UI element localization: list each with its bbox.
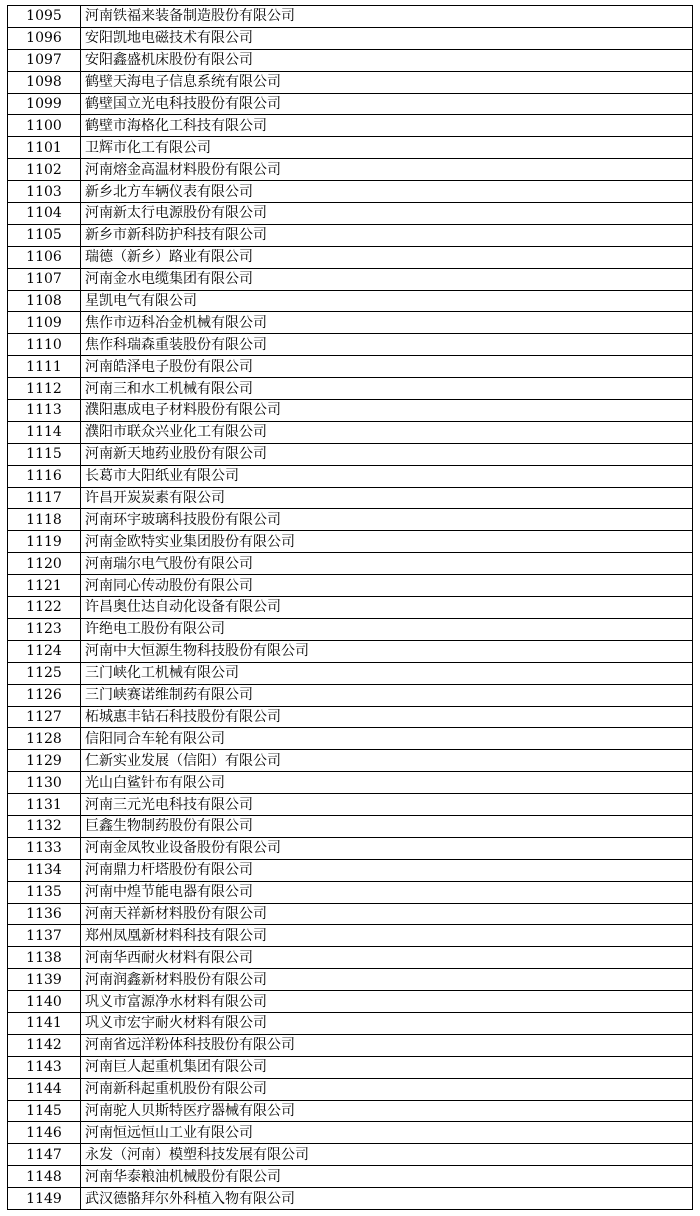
- row-number: 1097: [8, 49, 81, 71]
- company-name: 河南金凤牧业设备股份有限公司: [81, 837, 693, 859]
- row-number: 1137: [8, 925, 81, 947]
- table-row: [8, 706, 693, 728]
- table-row: [8, 859, 693, 881]
- row-number: 1131: [8, 794, 81, 816]
- row-number: 1136: [8, 903, 81, 925]
- company-name: 河南鼎力杆塔股份有限公司: [81, 859, 693, 881]
- row-number: 1111: [8, 356, 81, 378]
- row-number: 1110: [8, 334, 81, 356]
- table-row: [8, 1078, 693, 1100]
- table-row: [8, 159, 693, 181]
- row-number: 1120: [8, 553, 81, 575]
- company-name: 巩义市富源净水材料有限公司: [81, 991, 693, 1013]
- table-row: [8, 553, 693, 575]
- row-number: 1109: [8, 312, 81, 334]
- company-name: 焦作市迈科冶金机械有限公司: [81, 312, 693, 334]
- table-row: [8, 290, 693, 312]
- table-row: [8, 1012, 693, 1034]
- table-row: [8, 815, 693, 837]
- company-name: 鹤壁天海电子信息系统有限公司: [81, 71, 693, 93]
- table-row: [8, 969, 693, 991]
- table-row: [8, 1034, 693, 1056]
- company-name: 河南中大恒源生物科技股份有限公司: [81, 640, 693, 662]
- table-row: [8, 597, 693, 619]
- row-number: 1099: [8, 93, 81, 115]
- company-list-table: [7, 5, 693, 1210]
- row-number: 1118: [8, 509, 81, 531]
- row-number: 1127: [8, 706, 81, 728]
- company-name: 河南润鑫新材料股份有限公司: [81, 969, 693, 991]
- company-name: 卫辉市化工有限公司: [81, 137, 693, 159]
- company-name: 许昌奥仕达自动化设备有限公司: [81, 597, 693, 619]
- company-name: 河南中煌节能电器有限公司: [81, 881, 693, 903]
- company-name: 河南驼人贝斯特医疗器械有限公司: [81, 1100, 693, 1122]
- row-number: 1121: [8, 575, 81, 597]
- row-number: 1134: [8, 859, 81, 881]
- company-name: 长葛市大阳纸业有限公司: [81, 465, 693, 487]
- row-number: 1124: [8, 640, 81, 662]
- company-name: 三门峡化工机械有限公司: [81, 662, 693, 684]
- table-row: [8, 881, 693, 903]
- table-row: [8, 531, 693, 553]
- company-name: 郑州凤凰新材料科技有限公司: [81, 925, 693, 947]
- company-name: 濮阳惠成电子材料股份有限公司: [81, 400, 693, 422]
- company-name: 新乡市新科防护科技有限公司: [81, 224, 693, 246]
- row-number: 1123: [8, 618, 81, 640]
- table-row: [8, 115, 693, 137]
- row-number: 1139: [8, 969, 81, 991]
- company-name: 信阳同合车轮有限公司: [81, 728, 693, 750]
- row-number: 1105: [8, 224, 81, 246]
- row-number: 1135: [8, 881, 81, 903]
- table-row: [8, 640, 693, 662]
- company-name: 河南新科起重机股份有限公司: [81, 1078, 693, 1100]
- table-row: [8, 991, 693, 1013]
- table-row: [8, 27, 693, 49]
- company-name: 柘城惠丰钻石科技股份有限公司: [81, 706, 693, 728]
- company-name: 星凯电气有限公司: [81, 290, 693, 312]
- company-name: 河南三和水工机械有限公司: [81, 378, 693, 400]
- table-row: [8, 750, 693, 772]
- company-name: 河南瑞尔电气股份有限公司: [81, 553, 693, 575]
- row-number: 1138: [8, 947, 81, 969]
- company-name: 河南环宇玻璃科技股份有限公司: [81, 509, 693, 531]
- row-number: 1149: [8, 1188, 81, 1210]
- row-number: 1142: [8, 1034, 81, 1056]
- table-row: [8, 400, 693, 422]
- company-name: 焦作科瑞森重装股份有限公司: [81, 334, 693, 356]
- row-number: 1112: [8, 378, 81, 400]
- row-number: 1095: [8, 6, 81, 28]
- company-name: 河南金水电缆集团有限公司: [81, 268, 693, 290]
- row-number: 1117: [8, 487, 81, 509]
- table-row: [8, 137, 693, 159]
- row-number: 1129: [8, 750, 81, 772]
- row-number: 1103: [8, 181, 81, 203]
- table-row: [8, 356, 693, 378]
- company-name: 安阳鑫盛机床股份有限公司: [81, 49, 693, 71]
- row-number: 1125: [8, 662, 81, 684]
- table-row: [8, 246, 693, 268]
- company-name: 河南华西耐火材料有限公司: [81, 947, 693, 969]
- table-row: [8, 618, 693, 640]
- row-number: 1096: [8, 27, 81, 49]
- table-row: [8, 794, 693, 816]
- row-number: 1132: [8, 815, 81, 837]
- table-row: [8, 925, 693, 947]
- company-name: 河南皓泽电子股份有限公司: [81, 356, 693, 378]
- row-number: 1101: [8, 137, 81, 159]
- company-name: 鹤壁市海格化工科技有限公司: [81, 115, 693, 137]
- table-row: [8, 421, 693, 443]
- table-row: [8, 378, 693, 400]
- company-name: 河南新太行电源股份有限公司: [81, 203, 693, 225]
- table-row: [8, 903, 693, 925]
- table-row: [8, 1188, 693, 1210]
- company-name: 河南同心传动股份有限公司: [81, 575, 693, 597]
- company-name: 巨鑫生物制药股份有限公司: [81, 815, 693, 837]
- row-number: 1122: [8, 597, 81, 619]
- table-row: [8, 6, 693, 28]
- company-name: 河南巨人起重机集团有限公司: [81, 1056, 693, 1078]
- company-name: 武汉德骼拜尔外科植入物有限公司: [81, 1188, 693, 1210]
- company-name: 河南天祥新材料股份有限公司: [81, 903, 693, 925]
- table-row: [8, 1122, 693, 1144]
- company-name: 河南省远洋粉体科技股份有限公司: [81, 1034, 693, 1056]
- company-name: 河南三元光电科技有限公司: [81, 794, 693, 816]
- table-row: [8, 224, 693, 246]
- table-row: [8, 203, 693, 225]
- row-number: 1133: [8, 837, 81, 859]
- company-name: 许绝电工股份有限公司: [81, 618, 693, 640]
- company-name: 河南熔金高温材料股份有限公司: [81, 159, 693, 181]
- row-number: 1144: [8, 1078, 81, 1100]
- table-row: [8, 728, 693, 750]
- table-row: [8, 684, 693, 706]
- table-row: [8, 71, 693, 93]
- table-row: [8, 465, 693, 487]
- table-row: [8, 772, 693, 794]
- table-row: [8, 268, 693, 290]
- company-name: 河南铁福来装备制造股份有限公司: [81, 6, 693, 28]
- table-row: [8, 49, 693, 71]
- table-row: [8, 312, 693, 334]
- table-row: [8, 837, 693, 859]
- company-name: 永发（河南）模塑科技发展有限公司: [81, 1144, 693, 1166]
- table-row: [8, 181, 693, 203]
- row-number: 1113: [8, 400, 81, 422]
- row-number: 1102: [8, 159, 81, 181]
- table-row: [8, 1144, 693, 1166]
- company-name: 三门峡赛诺维制药有限公司: [81, 684, 693, 706]
- row-number: 1145: [8, 1100, 81, 1122]
- row-number: 1140: [8, 991, 81, 1013]
- row-number: 1126: [8, 684, 81, 706]
- company-name: 巩义市宏宇耐火材料有限公司: [81, 1012, 693, 1034]
- row-number: 1128: [8, 728, 81, 750]
- table-row: [8, 334, 693, 356]
- company-name: 许昌开炭炭素有限公司: [81, 487, 693, 509]
- table-row: [8, 662, 693, 684]
- company-name: 安阳凯地电磁技术有限公司: [81, 27, 693, 49]
- table-row: [8, 1166, 693, 1188]
- row-number: 1098: [8, 71, 81, 93]
- row-number: 1108: [8, 290, 81, 312]
- company-name: 河南新天地药业股份有限公司: [81, 443, 693, 465]
- row-number: 1141: [8, 1012, 81, 1034]
- row-number: 1146: [8, 1122, 81, 1144]
- row-number: 1147: [8, 1144, 81, 1166]
- table-row: [8, 93, 693, 115]
- row-number: 1104: [8, 203, 81, 225]
- row-number: 1115: [8, 443, 81, 465]
- table-row: [8, 1100, 693, 1122]
- company-name: 新乡北方车辆仪表有限公司: [81, 181, 693, 203]
- table-row: [8, 947, 693, 969]
- company-list-body: [8, 6, 693, 1210]
- company-name: 光山白鲨针布有限公司: [81, 772, 693, 794]
- company-name: 河南恒远恒山工业有限公司: [81, 1122, 693, 1144]
- row-number: 1114: [8, 421, 81, 443]
- company-name: 河南华泰粮油机械股份有限公司: [81, 1166, 693, 1188]
- table-row: [8, 575, 693, 597]
- table-row: [8, 509, 693, 531]
- row-number: 1107: [8, 268, 81, 290]
- company-name: 仁新实业发展（信阳）有限公司: [81, 750, 693, 772]
- company-name: 河南金欧特实业集团股份有限公司: [81, 531, 693, 553]
- company-name: 濮阳市联众兴业化工有限公司: [81, 421, 693, 443]
- company-name: 瑞德（新乡）路业有限公司: [81, 246, 693, 268]
- row-number: 1130: [8, 772, 81, 794]
- table-row: [8, 443, 693, 465]
- row-number: 1106: [8, 246, 81, 268]
- row-number: 1100: [8, 115, 81, 137]
- row-number: 1116: [8, 465, 81, 487]
- row-number: 1143: [8, 1056, 81, 1078]
- table-row: [8, 487, 693, 509]
- company-name: 鹤壁国立光电科技股份有限公司: [81, 93, 693, 115]
- row-number: 1119: [8, 531, 81, 553]
- table-row: [8, 1056, 693, 1078]
- row-number: 1148: [8, 1166, 81, 1188]
